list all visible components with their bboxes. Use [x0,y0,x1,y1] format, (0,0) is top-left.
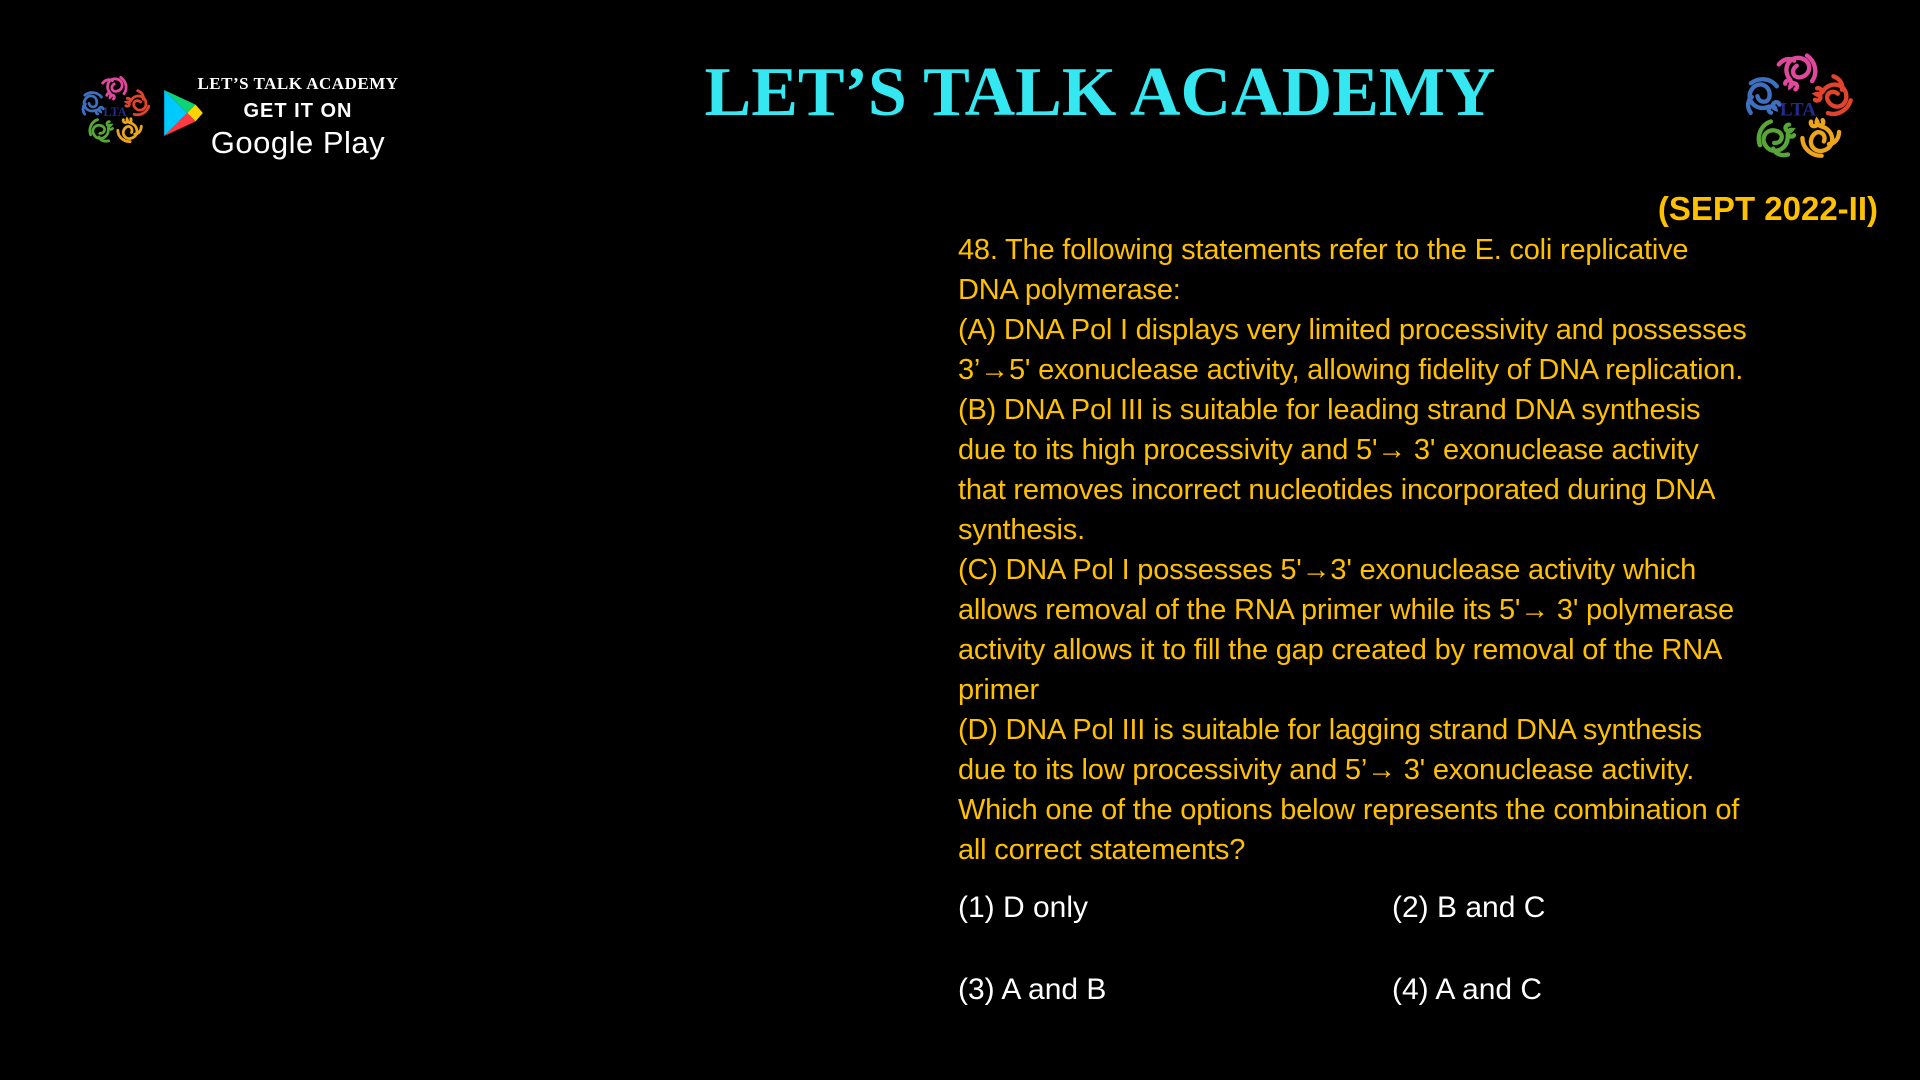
google-play-badge[interactable] [190,74,406,161]
question-line: DNA polymerase: [958,274,1181,306]
question-line: all correct statements? [958,834,1246,866]
question-line: (C) DNA Pol I possesses 5'→3' exonuclease activity which [958,554,1697,586]
question-line: due to its low processivity and 5’→ 3' exonuclease activity. [958,754,1695,786]
question-line: 3’→5' exonuclease activity, allowing fidelity of DNA replication. [958,354,1744,386]
option-2: (2) B and C [1392,891,1546,924]
question-line: activity allows it to fill the gap created by removal of the RNA [958,634,1723,666]
lta-monogram-right: LTA [1779,99,1817,121]
question-line: (A) DNA Pol I displays very limited processivity and possesses [958,314,1747,346]
question-line: (D) DNA Pol III is suitable for lagging strand DNA synthesis [958,714,1702,746]
page-title: LET’S TALK ACADEMY [704,54,1496,131]
badge-store-name: Google Play [210,125,386,160]
question-line: synthesis. [958,514,1085,546]
question-line: Which one of the options below represents the combination of [958,794,1740,826]
question-line: (B) DNA Pol III is suitable for leading strand DNA synthesis [958,394,1701,426]
question-line: due to its high processivity and 5'→ 3' exonuclease activity [958,434,1699,466]
option-3: (3) A and B [958,973,1107,1006]
answer-options [958,888,1545,1010]
question-line: primer [958,674,1039,706]
badge-get-it-on: GET IT ON [243,100,353,122]
question-line: allows removal of the RNA primer while its 5'→ 3' polymerase [958,594,1734,626]
option-4: (4) A and C [1392,973,1543,1006]
exam-session-tag: (SEPT 2022-II) [1657,190,1878,227]
option-1: (1) D only [958,891,1089,924]
question-line: 48. The following statements refer to the E. coli replicative [958,234,1689,266]
lta-logo-left [74,68,156,154]
lta-monogram-left: LTA [103,104,127,119]
badge-academy-label: LET’S TALK ACADEMY [197,74,399,93]
question-text [958,230,1898,870]
lta-logo-right [1733,44,1863,172]
question-line: that removes incorrect nucleotides incorporated during DNA [958,474,1716,506]
